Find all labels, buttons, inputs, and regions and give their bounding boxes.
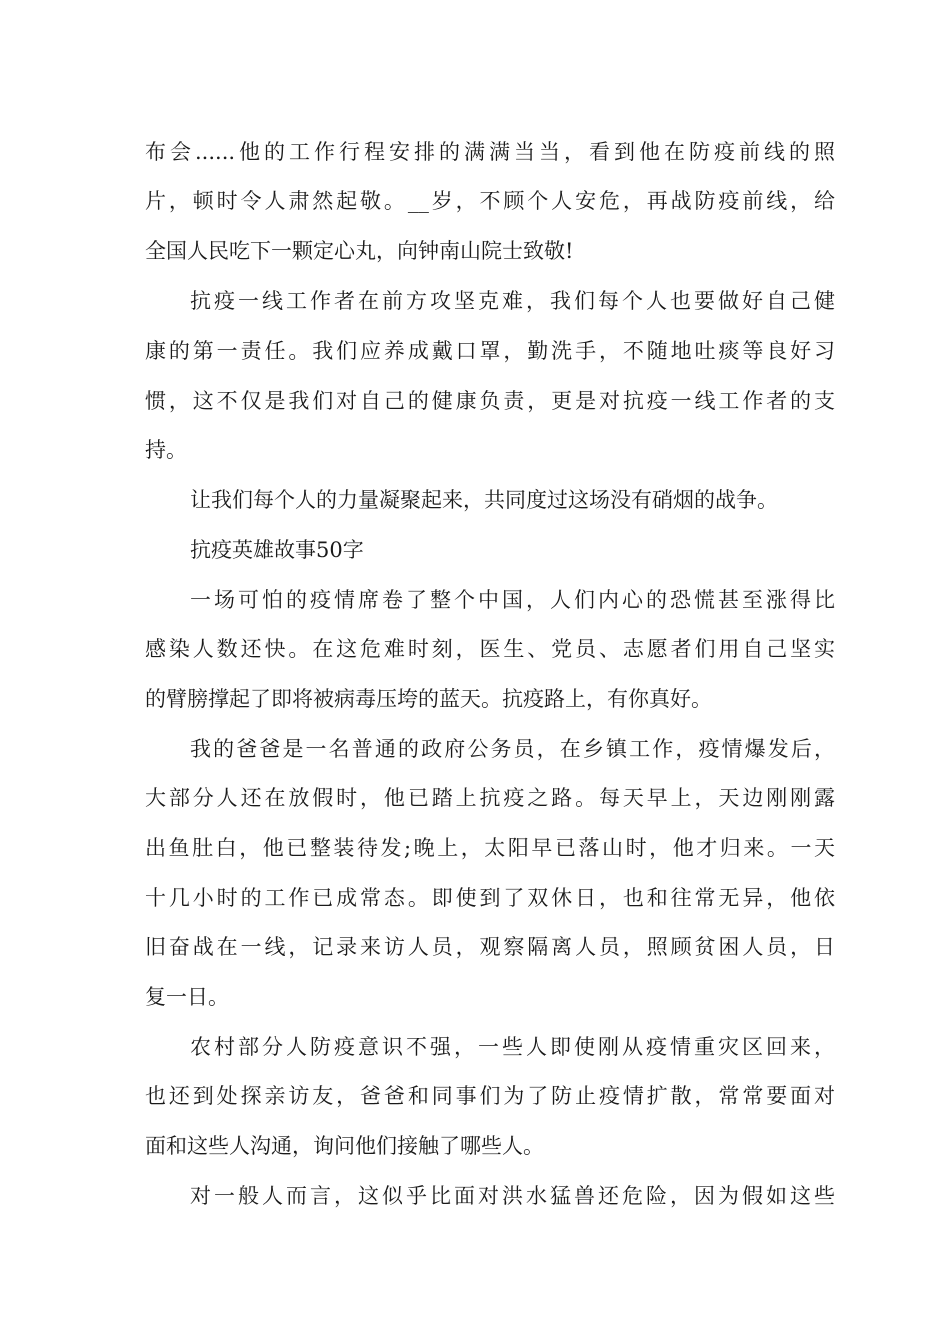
text-line: 十几小时的工作已成常态。即使到了双休日，也和往常无异，他依	[145, 886, 835, 910]
text-line: 一场可怕的疫情席卷了整个中国，人们内心的恐慌甚至涨得比	[190, 588, 835, 612]
text-line: 大部分人还在放假时，他已踏上抗疫之路。每天早上，天边刚刚露	[145, 786, 835, 810]
text-line: 感染人数还快。在这危难时刻，医生、党员、志愿者们用自己坚实	[145, 637, 835, 661]
text-line: 面和这些人沟通，询问他们接触了哪些人。	[145, 1134, 544, 1158]
section-heading: 抗疫英雄故事50字	[190, 538, 364, 562]
text-line: 对一般人而言，这似乎比面对洪水猛兽还危险，因为假如这些	[190, 1184, 835, 1208]
text-line: 复一日。	[145, 985, 229, 1009]
text-line: 也还到处探亲访友，爸爸和同事们为了防止疫情扩散，常常要面对	[145, 1084, 835, 1108]
text-line: 惯，这不仅是我们对自己的健康负责，更是对抗疫一线工作者的支	[145, 389, 835, 413]
text-line: 持。	[145, 438, 187, 462]
text-line: 农村部分人防疫意识不强，一些人即使刚从疫情重灾区回来，	[190, 1035, 835, 1059]
text-line: 我的爸爸是一名普通的政府公务员，在乡镇工作，疫情爆发后，	[190, 737, 835, 761]
text-line: 康的第一责任。我们应养成戴口罩，勤洗手，不随地吐痰等良好习	[145, 339, 835, 363]
text-line: 出鱼肚白，他已整装待发;晚上，太阳早已落山时，他才归来。一天	[145, 836, 835, 860]
text-line: 片，顿时令人肃然起敬。__岁，不顾个人安危，再战防疫前线，给	[145, 189, 835, 213]
text-line: 的臂膀撑起了即将被病毒压垮的蓝天。抗疫路上，有你真好。	[145, 687, 712, 711]
text-line: 布会......他的工作行程安排的满满当当，看到他在防疫前线的照	[145, 140, 835, 164]
text-line: 全国人民吃下一颗定心丸，向钟南山院士致敬!	[145, 239, 574, 263]
text-line: 让我们每个人的力量凝聚起来，共同度过这场没有硝烟的战争。	[190, 488, 778, 512]
text-line: 抗疫一线工作者在前方攻坚克难，我们每个人也要做好自己健	[190, 289, 835, 313]
text-line: 旧奋战在一线，记录来访人员，观察隔离人员，照顾贫困人员，日	[145, 935, 835, 959]
